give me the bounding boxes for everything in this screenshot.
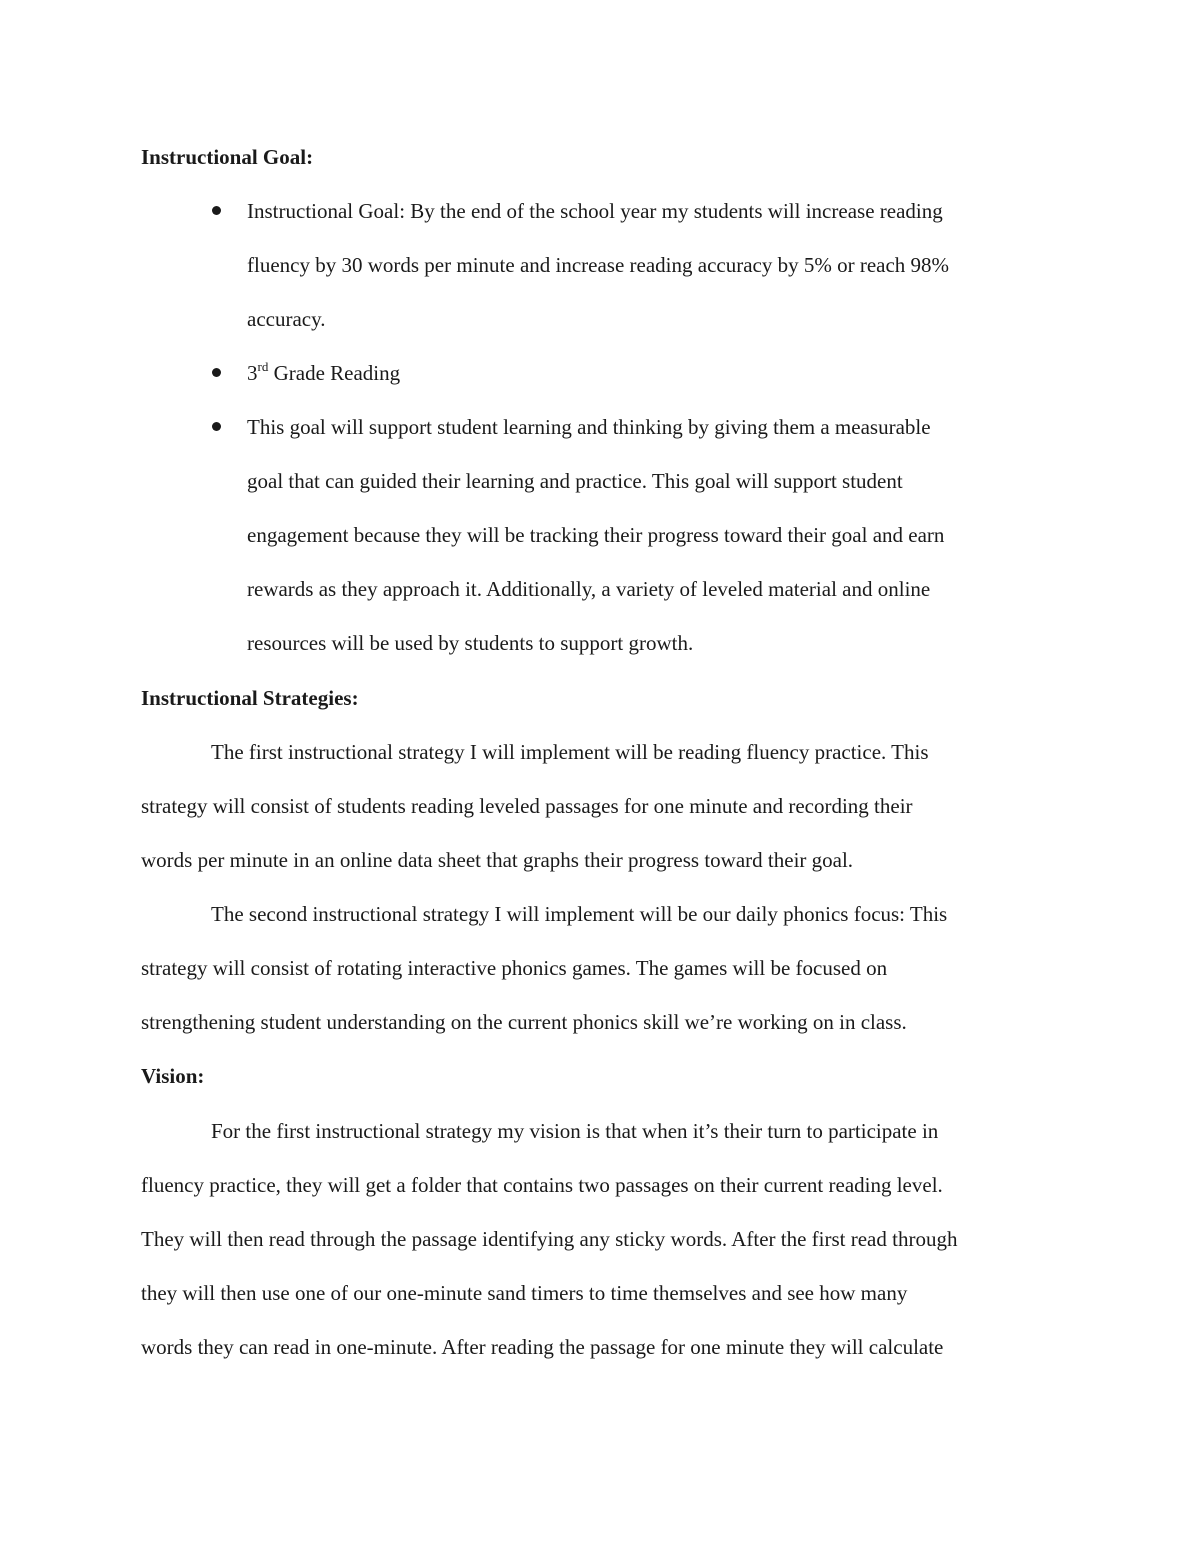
strategy-2-line-1: The second instructional strategy I will implement will be our daily phonics focus: This (211, 902, 948, 926)
strategy-1-line-3: words per minute in an online data sheet that graphs their progress toward their goal. (141, 848, 854, 872)
heading-instructional-strategies: Instructional Strategies: (141, 686, 359, 710)
bullet-dot-icon (212, 368, 221, 377)
bullet-3-line-2: goal that can guided their learning and practice. This goal will support student (247, 469, 903, 493)
bullet-3-line-1: This goal will support student learning and thinking by giving them a measurable (247, 415, 931, 439)
bullet-3-line-3: engagement because they will be tracking their progress toward their goal and earn (247, 523, 945, 547)
heading-instructional-goal: Instructional Goal: (141, 145, 314, 169)
bullet-2-grade (247, 360, 400, 386)
grade-superscript: rd (257, 359, 269, 374)
bullet-dot-icon (212, 422, 221, 431)
strategy-1-line-2: strategy will consist of students reading leveled passages for one minute and recording their (141, 794, 913, 818)
bullet-1-line-3: accuracy. (247, 307, 326, 331)
bullet-3-line-4: rewards as they approach it. Additionally, a variety of leveled material and online (247, 577, 931, 601)
vision-line-1: For the first instructional strategy my vision is that when it’s their turn to participate in (211, 1119, 939, 1143)
heading-vision: Vision: (141, 1064, 205, 1088)
bullet-dot-icon (212, 206, 221, 215)
strategy-2-line-3: strengthening student understanding on the current phonics skill we’re working on in class. (141, 1010, 907, 1034)
strategy-2-line-2: strategy will consist of rotating interactive phonics games. The games will be focused on (141, 956, 888, 980)
grade-text: Grade Reading (268, 361, 401, 385)
vision-line-3: They will then read through the passage identifying any sticky words. After the first read through (141, 1227, 958, 1251)
grade-number: 3 (247, 361, 258, 385)
bullet-1-line-1: Instructional Goal: By the end of the school year my students will increase reading (247, 199, 943, 223)
vision-line-5: words they can read in one-minute. After reading the passage for one minute they will calculate (141, 1335, 944, 1359)
strategy-1-line-1: The first instructional strategy I will implement will be reading fluency practice. This (211, 740, 929, 764)
vision-line-4: they will then use one of our one-minute sand timers to time themselves and see how many (141, 1281, 908, 1305)
bullet-1-line-2: fluency by 30 words per minute and increase reading accuracy by 5% or reach 98% (247, 253, 950, 277)
bullet-3-line-5: resources will be used by students to support growth. (247, 631, 694, 655)
vision-line-2: fluency practice, they will get a folder that contains two passages on their current reading level. (141, 1173, 943, 1197)
